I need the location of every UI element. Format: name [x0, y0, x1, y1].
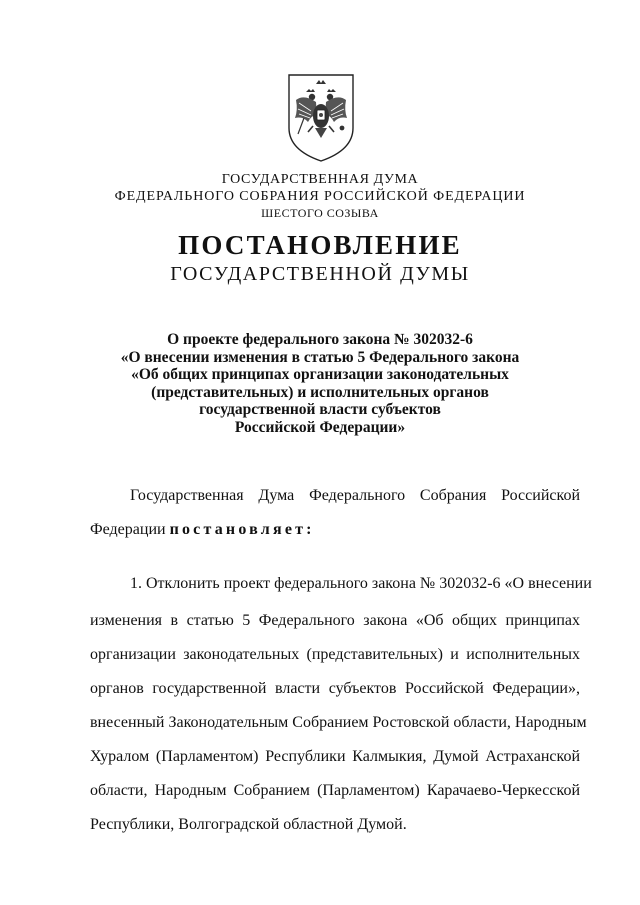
preamble-text: Федерации: [90, 521, 170, 538]
header-line-convocation: ШЕСТОГО СОЗЫВА: [261, 206, 379, 220]
item-1-line: организации законодательных (представительных) и исполнительных: [90, 646, 580, 663]
russian-coat-of-arms-icon: [286, 72, 356, 164]
item-1-line: области, Народным Собранием (Парламентом) Карачаево-Черкесской: [90, 782, 580, 799]
item-1-line: 1. Отклонить проект федерального закона № 302032-6 «О внесении: [130, 575, 592, 592]
header-line-assembly: ФЕДЕРАЛЬНОГО СОБРАНИЯ РОССИЙСКОЙ ФЕДЕРАЦИИ: [114, 189, 526, 204]
preamble-decrees-word: постановляет:: [169, 521, 315, 538]
decree-subtitle: ГОСУДАРСТВЕННОЙ ДУМЫ: [170, 263, 470, 285]
document-title-line: О проекте федерального закона № 302032-6: [167, 331, 473, 348]
header-line-duma: ГОСУДАРСТВЕННАЯ ДУМА: [221, 172, 419, 187]
document-title: [0, 331, 640, 437]
item-1-line: Хуралом (Парламентом) Республики Калмыкия, Думой Астраханской: [90, 748, 580, 765]
item-1-line: органов государственной власти субъектов Российской Федерации»,: [90, 680, 580, 697]
decree-title: ПОСТАНОВЛЕНИЕ: [178, 230, 462, 260]
document-title-line: (представительных) и исполнительных органов: [151, 383, 489, 401]
document-title-line: государственной власти субъектов: [199, 401, 441, 419]
preamble-line: [90, 520, 580, 540]
preamble-line: Государственная Дума Федерального Собрания Российской: [130, 487, 580, 504]
item-1-line: изменения в статью 5 Федерального закона «Об общих принципах: [90, 612, 580, 629]
document-title-line: «О внесении изменения в статью 5 Федерального закона: [120, 348, 520, 366]
document-title-line: «Об общих принципах организации законодательных: [131, 366, 509, 384]
item-1-line: Республики, Волгоградской областной Думой.: [90, 816, 407, 833]
document-title-line: Российской Федерации»: [234, 418, 406, 436]
item-1-line: внесенный Законодательным Собранием Ростовской области, Народным: [90, 714, 587, 731]
